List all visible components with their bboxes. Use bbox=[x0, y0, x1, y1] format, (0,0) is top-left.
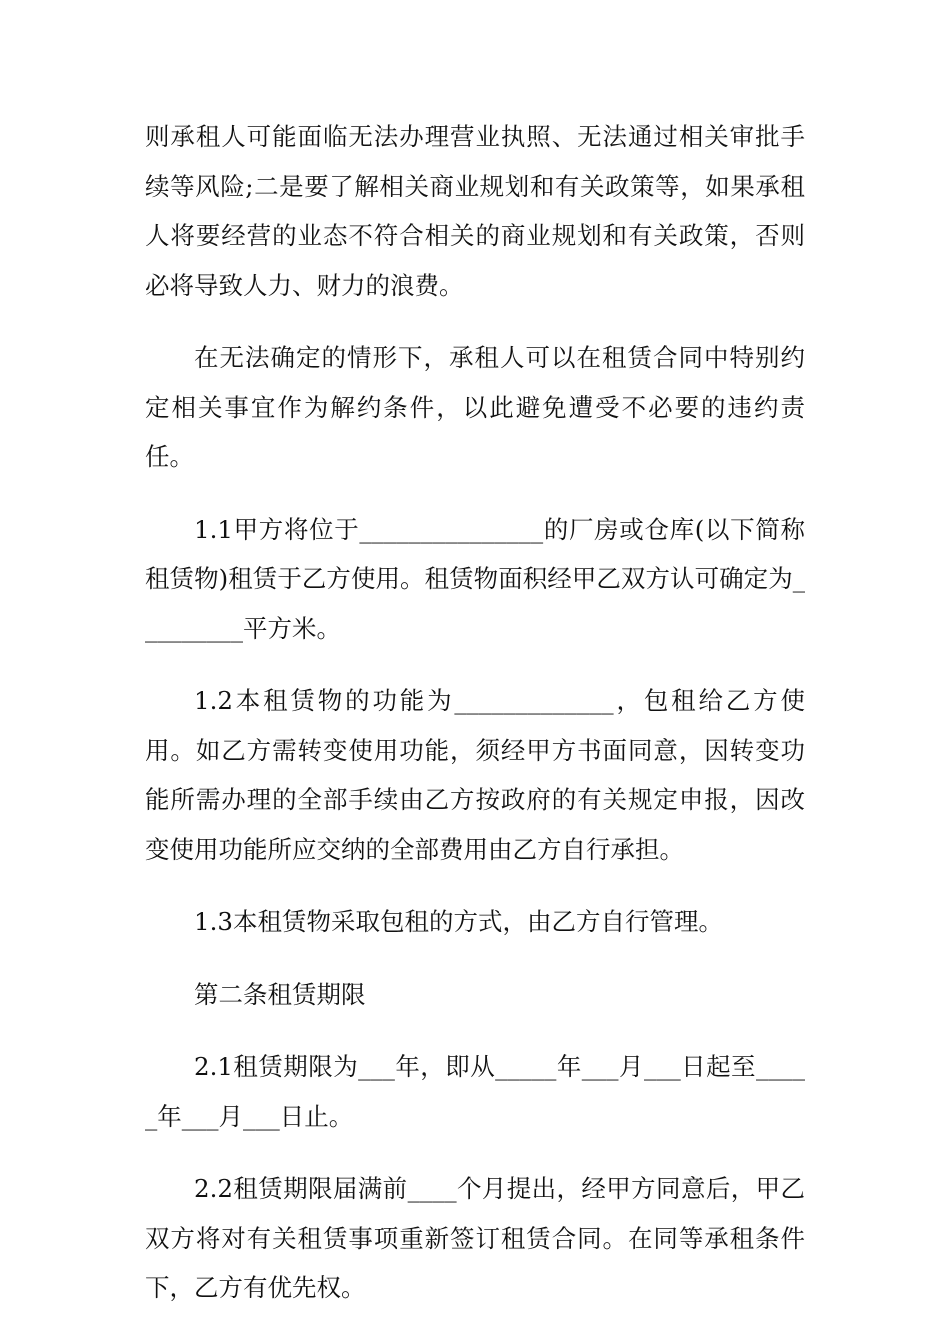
paragraph-2: 在无法确定的情形下，承租人可以在租赁合同中特别约定相关事宜作为解约条件，以此避免遭受不必要的违约责任。 bbox=[145, 343, 805, 471]
section-heading-article-2: 第二条租赁期限 bbox=[194, 979, 366, 1009]
paragraph-1: 则承租人可能面临无法办理营业执照、无法通过相关审批手续等风险;二是要了解相关商业规划和有关政策等，如果承租人将要经营的业态不符合相关的商业规划和有关政策，否则必将导致人力、财力的浪费。 bbox=[145, 122, 805, 300]
clause-2-2: 2.2租赁期限届满前____个月提出，经甲方同意后，甲乙双方将对有关租赁事项重新签订租赁合同。在同等承租条件下，乙方有优先权。 bbox=[145, 1174, 805, 1302]
clause-2-1: 2.1租赁期限为___年，即从_____年___月___日起至_____年___月___日止。 bbox=[145, 1052, 805, 1131]
clause-1-1: 1.1甲方将位于_______________的厂房或仓库(以下简称租赁物)租赁于乙方使用。租赁物面积经甲乙双方认可确定为_________平方米。 bbox=[145, 514, 805, 643]
clause-1-2: 1.2本租赁物的功能为_____________，包租给乙方使用。如乙方需转变使用功能，须经甲方书面同意，因转变功能所需办理的全部手续由乙方按政府的有关规定申报，因改变使用功能所应交纳的全部费用由乙方自行承担。 bbox=[145, 686, 805, 864]
clause-1-3: 1.3本租赁物采取包租的方式，由乙方自行管理。 bbox=[194, 907, 723, 936]
document-body bbox=[145, 112, 805, 1336]
